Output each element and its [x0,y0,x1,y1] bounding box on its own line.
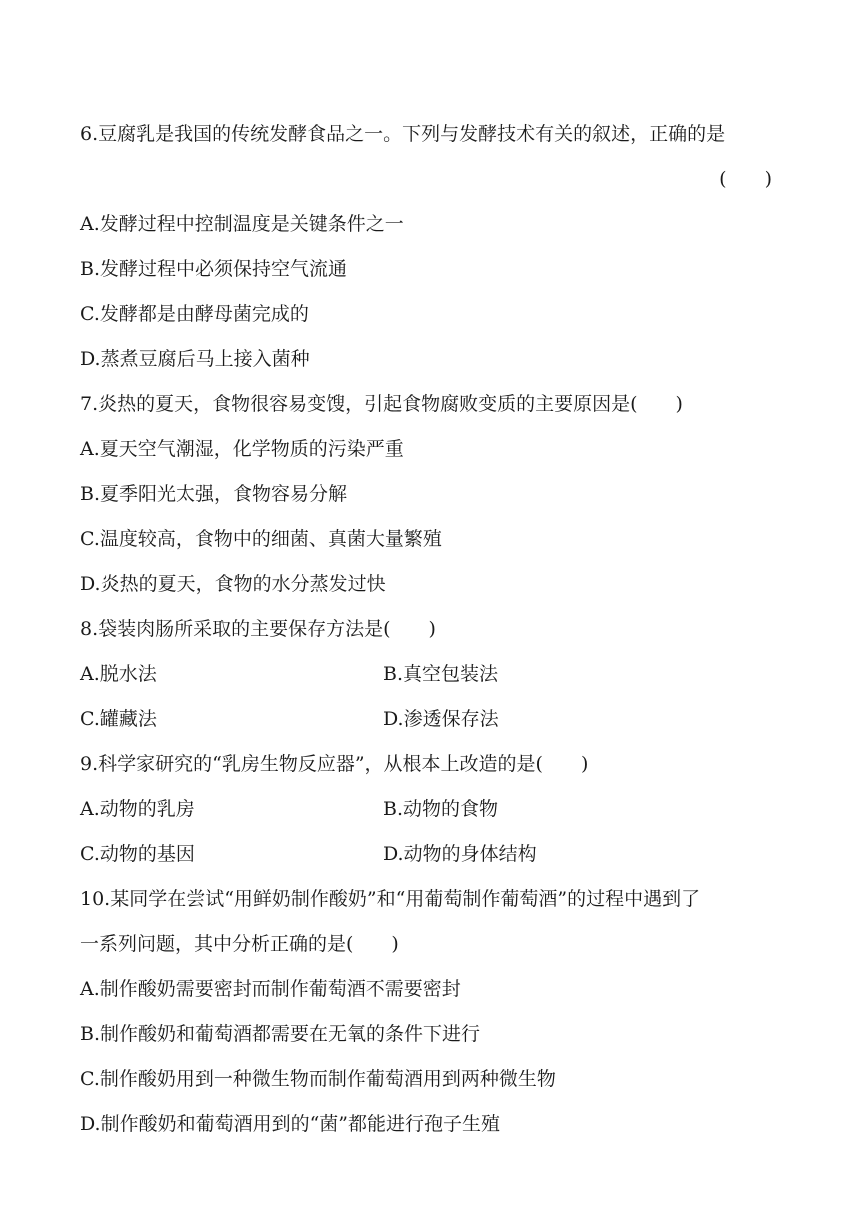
question-7-option-b: B.夏季阳光太强，食物容易分解 [80,483,348,505]
question-9-options-row-2 [80,832,780,877]
question-10-option-c: C.制作酸奶用到一种微生物而制作葡萄酒用到两种微生物 [80,1068,556,1090]
question-9-option-b: B.动物的食物 [383,798,499,820]
question-8-options-row-2 [80,697,780,742]
question-6-option-d: D.蒸煮豆腐后马上接入菌种 [80,348,310,370]
question-6-option-c: C.发酵都是由酵母菌完成的 [80,303,309,325]
question-8-option-b: B.真空包装法 [383,663,499,685]
question-9-option-a: A.动物的乳房 [80,798,195,820]
question-9-options-row-1 [80,787,780,832]
question-10 [80,877,780,1147]
question-8-options-row-1 [80,652,780,697]
question-6 [80,112,780,382]
question-10-option-a: A.制作酸奶需要密封而制作葡萄酒不需要密封 [80,978,461,1000]
question-6-stem: 6.豆腐乳是我国的传统发酵食品之一。下列与发酵技术有关的叙述，正确的是 [80,123,726,145]
question-7 [80,382,780,607]
question-7-option-a: A.夏天空气潮湿，化学物质的污染严重 [80,438,404,460]
question-9 [80,742,780,877]
question-10-option-d: D.制作酸奶和葡萄酒用到的“菌”都能进行孢子生殖 [80,1113,501,1135]
question-7-option-c: C.温度较高，食物中的细菌、真菌大量繁殖 [80,528,442,550]
question-10-stem-line-1: 10.某同学在尝试“用鲜奶制作酸奶”和“用葡萄制作葡萄酒”的过程中遇到了 [80,888,701,910]
question-8-option-a: A.脱水法 [80,663,157,685]
question-8-stem: 8.袋装肉肠所采取的主要保存方法是( ) [80,618,436,640]
question-9-option-d: D.动物的身体结构 [383,843,537,865]
question-9-stem: 9.科学家研究的“乳房生物反应器”，从根本上改造的是( ) [80,753,589,775]
question-10-option-b: B.制作酸奶和葡萄酒都需要在无氧的条件下进行 [80,1023,481,1045]
question-8 [80,607,780,742]
question-7-stem: 7.炎热的夏天，食物很容易变馊，引起食物腐败变质的主要原因是( ) [80,393,683,415]
question-6-answer-bracket: ( ) [719,168,772,190]
question-10-stem-line-2: 一系列问题，其中分析正确的是( ) [80,933,399,955]
question-7-option-d: D.炎热的夏天，食物的水分蒸发过快 [80,573,386,595]
question-6-option-a: A.发酵过程中控制温度是关键条件之一 [80,213,404,235]
question-6-option-b: B.发酵过程中必须保持空气流通 [80,258,348,280]
question-8-option-d: D.渗透保存法 [383,708,499,730]
question-8-option-c: C.罐藏法 [80,708,157,730]
question-9-option-c: C.动物的基因 [80,843,195,865]
